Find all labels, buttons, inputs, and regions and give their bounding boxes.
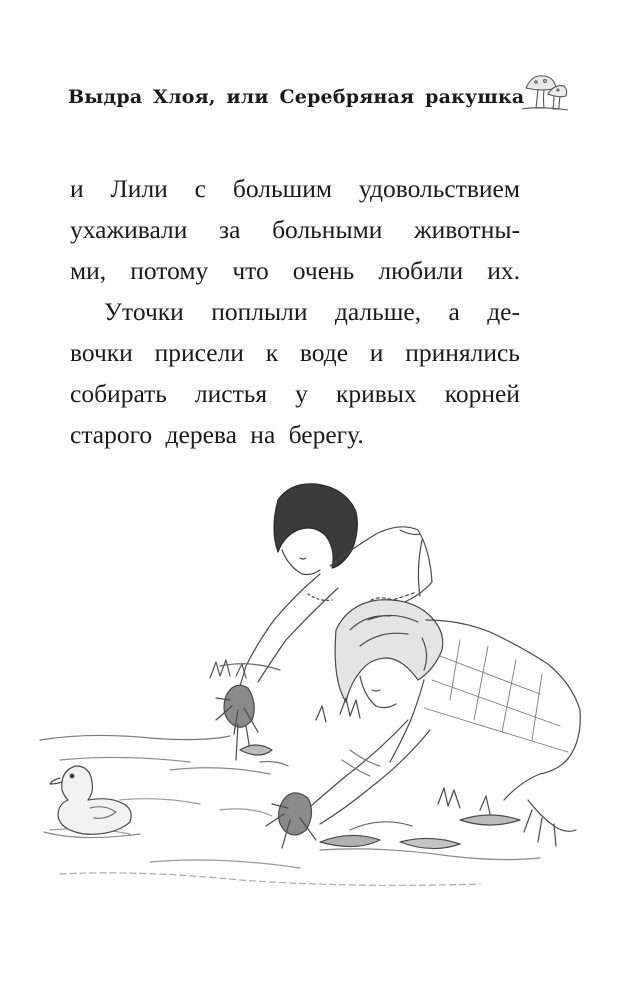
- word: у: [295, 379, 308, 408]
- word: воде: [299, 338, 349, 367]
- word: и: [369, 338, 384, 367]
- word: животны-: [414, 215, 520, 244]
- word: большим: [232, 174, 333, 203]
- text-line: [70, 168, 520, 209]
- word: ми,: [70, 256, 107, 285]
- word: Уточки: [104, 297, 184, 326]
- word: что: [232, 256, 269, 285]
- word: потому: [130, 256, 209, 285]
- word: любили: [378, 256, 464, 285]
- word: и: [70, 174, 84, 203]
- text-line: [70, 373, 520, 414]
- word: Лили: [110, 174, 168, 203]
- word: поплыли: [211, 297, 308, 326]
- word: листья: [194, 379, 268, 408]
- word: кривых: [335, 379, 417, 408]
- running-head-title: Выдра Хлоя, или Серебряная ракушка: [68, 86, 525, 108]
- word: удовольствием: [358, 174, 520, 203]
- text-line: [70, 209, 520, 250]
- word: корней: [444, 379, 520, 408]
- text-line: [70, 332, 520, 373]
- word: их.: [487, 256, 520, 285]
- word: ухаживали: [70, 215, 188, 244]
- word: очень: [292, 256, 355, 285]
- two-girls-by-pond-with-duckling-sketch: [20, 470, 600, 900]
- word: принялись: [405, 338, 520, 367]
- word: старого дерева на берегу.: [70, 420, 364, 449]
- word: дальше,: [334, 297, 422, 326]
- body-text: [70, 168, 520, 455]
- word: вочки: [70, 338, 133, 367]
- word: присели: [154, 338, 244, 367]
- text-line-paragraph-start: [70, 291, 520, 332]
- word: а: [448, 297, 460, 326]
- word: больными: [272, 215, 383, 244]
- text-line: [70, 250, 520, 291]
- word: с: [194, 174, 206, 203]
- text-line-last: [70, 414, 520, 455]
- word: собирать: [70, 379, 167, 408]
- word: за: [219, 215, 241, 244]
- mushroom-sketch-icon: [518, 68, 570, 112]
- word: к: [265, 338, 279, 367]
- word: де-: [487, 297, 520, 326]
- running-head: [68, 82, 588, 114]
